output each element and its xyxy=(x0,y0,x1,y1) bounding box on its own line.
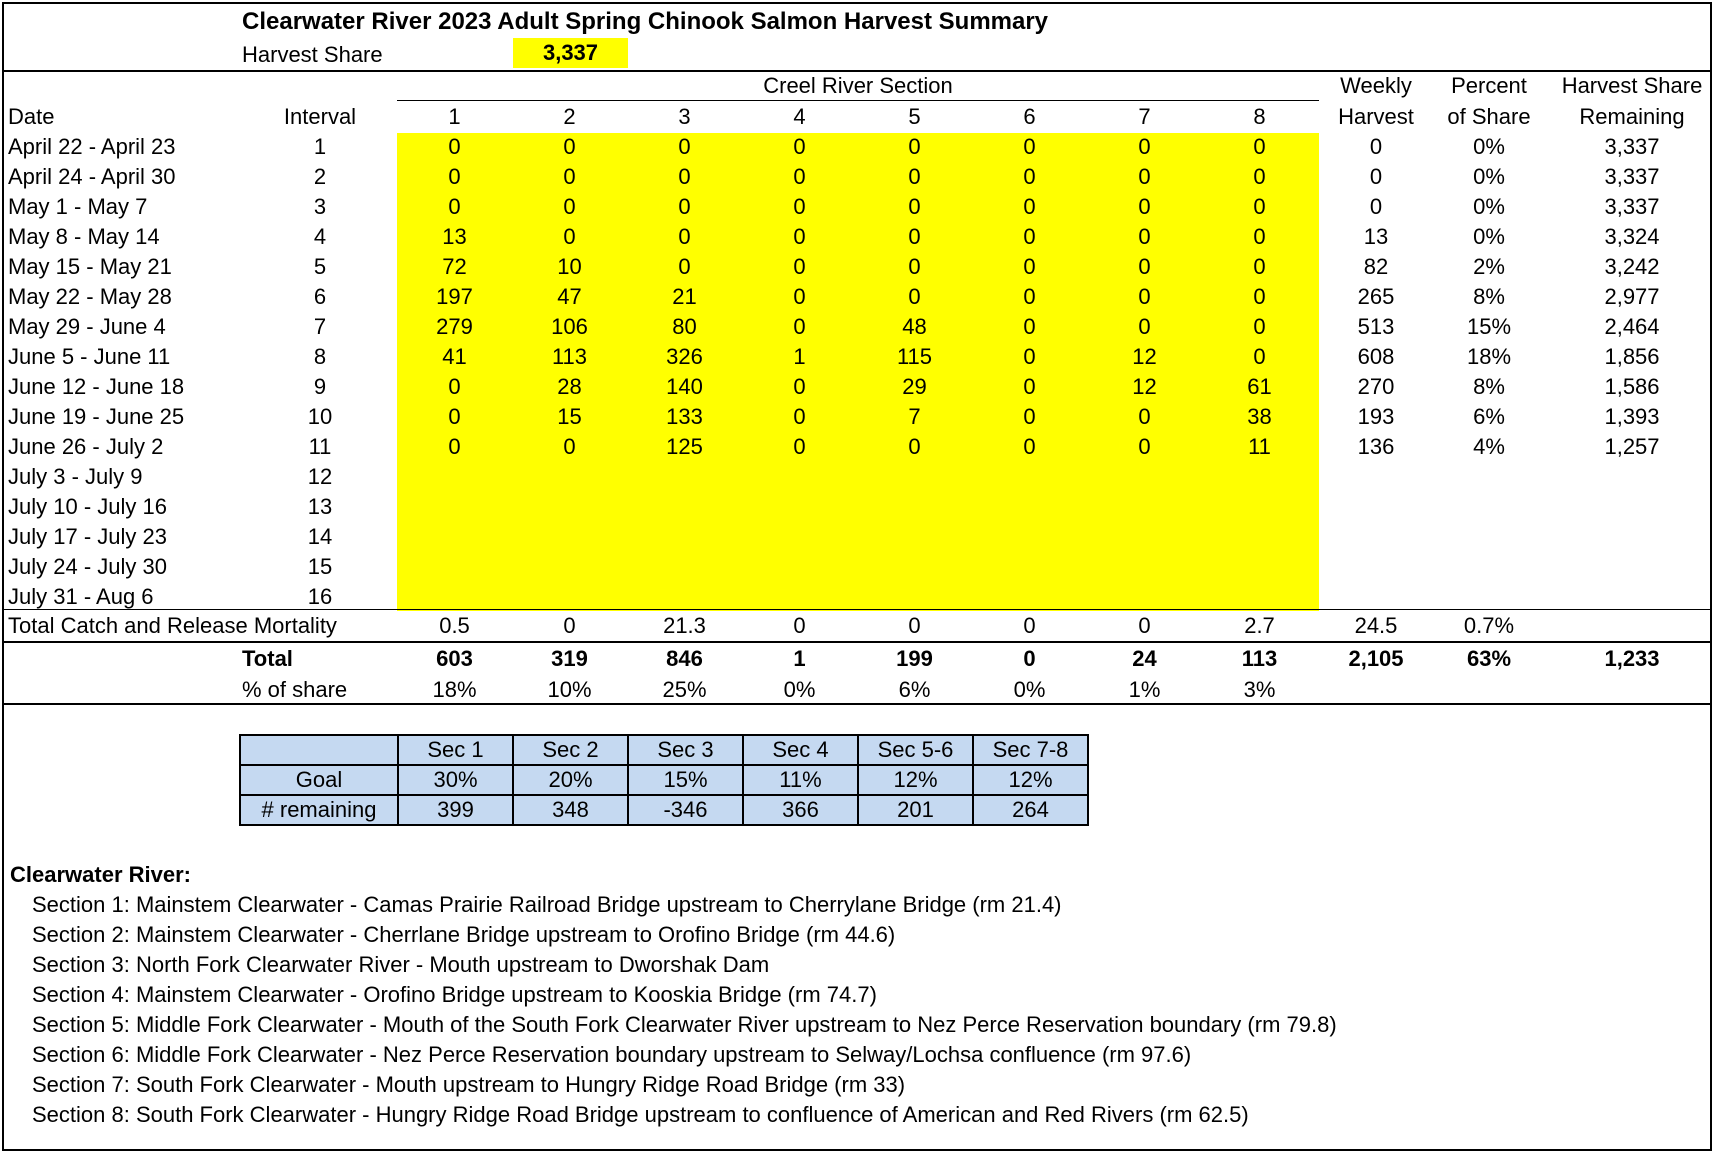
mortality-sec-5: 0 xyxy=(908,613,921,638)
section-8-cell: 0 xyxy=(1253,164,1266,189)
section-2-cell: 0 xyxy=(563,134,576,159)
date-cell: May 22 - May 28 xyxy=(8,284,172,309)
section-3-cell: 0 xyxy=(678,224,691,249)
section-1-cell: 72 xyxy=(442,254,467,279)
date-cell: June 26 - July 2 xyxy=(8,434,164,459)
mortality-label: Total Catch and Release Mortality xyxy=(8,613,337,638)
note-section-3: Section 3: North Fork Clearwater River - Mouth upstream to Dworshak Dam xyxy=(32,952,770,977)
mortality-sec-2: 0 xyxy=(563,613,576,638)
date-cell: April 24 - April 30 xyxy=(8,164,176,189)
total-row xyxy=(4,644,1710,674)
weekly-harvest-cell: 82 xyxy=(1363,254,1389,279)
interval-cell: 13 xyxy=(307,494,333,519)
creel-underline xyxy=(397,100,1319,101)
table-row xyxy=(4,162,1710,192)
section-8-cell: 38 xyxy=(1247,404,1272,429)
share-remaining-cell: 2,977 xyxy=(1604,284,1660,309)
date-cell: July 3 - July 9 xyxy=(8,464,143,489)
section-4-cell: 0 xyxy=(793,314,806,339)
section-8-cell: 0 xyxy=(1253,134,1266,159)
section-3-cell: 80 xyxy=(672,314,697,339)
section-7-cell: 0 xyxy=(1138,434,1151,459)
goal-table-header-row xyxy=(240,735,1088,765)
section-5-cell: 48 xyxy=(902,314,927,339)
goal-header-sec-3: Sec 3 xyxy=(628,735,743,765)
percent-share-cell: 4% xyxy=(1473,434,1505,459)
total-sec-4: 1 xyxy=(793,646,806,671)
section-3-cell: 140 xyxy=(666,374,703,399)
share-sec-3: 25% xyxy=(662,677,707,702)
section-6-cell: 0 xyxy=(1023,404,1036,429)
goal-sec-5-6: 12% xyxy=(858,765,973,795)
percent-share-cell: 15% xyxy=(1466,314,1512,339)
section-7-cell: 0 xyxy=(1138,284,1151,309)
mortality-divider xyxy=(4,609,1710,610)
goal-sec-4: 11% xyxy=(743,765,858,795)
share-remaining-cell: 1,257 xyxy=(1604,434,1660,459)
header-row xyxy=(4,102,1710,132)
total-weekly: 2,105 xyxy=(1348,646,1404,671)
remaining-label: # remaining xyxy=(240,795,398,825)
section-2-cell: 10 xyxy=(557,254,582,279)
interval-cell: 6 xyxy=(313,284,327,309)
percent-header-2: of Share xyxy=(1447,104,1531,129)
goal-row xyxy=(240,765,1088,795)
section-7-cell: 0 xyxy=(1138,194,1151,219)
section-2-cell: 47 xyxy=(557,284,582,309)
date-cell: April 22 - April 23 xyxy=(8,134,176,159)
interval-cell: 16 xyxy=(307,584,333,609)
section-1-cell: 41 xyxy=(442,344,467,369)
table-row xyxy=(4,402,1710,432)
table-row xyxy=(4,282,1710,312)
goal-label: Goal xyxy=(240,765,398,795)
section-4-header: 4 xyxy=(793,104,806,129)
goal-sec-7-8: 12% xyxy=(973,765,1088,795)
section-5-cell: 0 xyxy=(908,434,921,459)
section-5-cell: 0 xyxy=(908,164,921,189)
section-1-cell: 0 xyxy=(448,374,461,399)
interval-cell: 15 xyxy=(307,554,333,579)
note-section-4: Section 4: Mainstem Clearwater - Orofino Bridge upstream to Kooskia Bridge (rm 74.7) xyxy=(32,982,877,1007)
remaining-sec-7-8: 264 xyxy=(973,795,1088,825)
share-sec-1: 18% xyxy=(432,677,477,702)
section-7-cell: 0 xyxy=(1138,134,1151,159)
date-cell: May 29 - June 4 xyxy=(8,314,166,339)
mortality-sec-1: 0.5 xyxy=(439,613,470,638)
total-sec-2: 319 xyxy=(551,646,588,671)
remaining-header-2: Remaining xyxy=(1579,104,1685,129)
share-remaining-cell: 2,464 xyxy=(1604,314,1660,339)
share-remaining-cell: 1,856 xyxy=(1604,344,1660,369)
mortality-sec-8: 2.7 xyxy=(1244,613,1275,638)
total-sec-6: 0 xyxy=(1023,646,1036,671)
section-2-cell: 0 xyxy=(563,194,576,219)
interval-cell: 9 xyxy=(313,374,327,399)
table-row xyxy=(4,132,1710,162)
section-6-cell: 0 xyxy=(1023,254,1036,279)
date-cell: May 15 - May 21 xyxy=(8,254,172,279)
share-remaining-cell: 3,337 xyxy=(1604,194,1660,219)
section-3-cell: 326 xyxy=(666,344,703,369)
weekly-harvest-cell: 136 xyxy=(1357,434,1395,459)
goal-header-sec-1: Sec 1 xyxy=(398,735,513,765)
share-remaining-cell: 1,586 xyxy=(1604,374,1660,399)
remaining-sec-5-6: 201 xyxy=(858,795,973,825)
section-6-header: 6 xyxy=(1023,104,1036,129)
share-remaining-cell: 3,337 xyxy=(1604,164,1660,189)
weekly-harvest-cell: 13 xyxy=(1363,224,1389,249)
interval-cell: 5 xyxy=(313,254,327,279)
percent-share-cell: 0% xyxy=(1473,134,1505,159)
section-6-cell: 0 xyxy=(1023,134,1036,159)
section-1-cell: 13 xyxy=(442,224,467,249)
weekly-harvest-cell: 513 xyxy=(1357,314,1395,339)
section-4-cell: 0 xyxy=(793,224,806,249)
total-sec-5: 199 xyxy=(896,646,933,671)
goal-header-sec-7-8: Sec 7-8 xyxy=(973,735,1088,765)
section-4-cell: 0 xyxy=(793,374,806,399)
table-row xyxy=(4,312,1710,342)
note-section-2: Section 2: Mainstem Clearwater - Cherrlane Bridge upstream to Orofino Bridge (rm 44.6) xyxy=(32,922,896,947)
percent-share-cell: 2% xyxy=(1473,254,1505,279)
section-6-cell: 0 xyxy=(1023,284,1036,309)
interval-cell: 1 xyxy=(313,134,327,159)
date-cell: June 19 - June 25 xyxy=(8,404,185,429)
total-sec-7: 24 xyxy=(1132,646,1157,671)
section-5-cell: 0 xyxy=(908,224,921,249)
section-1-cell: 0 xyxy=(448,404,461,429)
note-section-6: Section 6: Middle Fork Clearwater - Nez Perce Reservation boundary upstream to Selway/Lochsa confluence (rm 97.6) xyxy=(32,1042,1192,1067)
section-8-cell: 0 xyxy=(1253,224,1266,249)
remaining-row xyxy=(240,795,1088,825)
table-row xyxy=(4,252,1710,282)
share-remaining-cell: 3,242 xyxy=(1604,254,1660,279)
share-sec-6: 0% xyxy=(1013,677,1046,702)
section-4-cell: 0 xyxy=(793,194,806,219)
percent-header: Percent xyxy=(1451,73,1527,98)
interval-cell: 8 xyxy=(313,344,327,369)
interval-cell: 2 xyxy=(313,164,327,189)
table-row xyxy=(4,522,1710,552)
remaining-sec-4: 366 xyxy=(743,795,858,825)
section-8-cell: 0 xyxy=(1253,254,1266,279)
section-4-cell: 0 xyxy=(793,134,806,159)
total-remaining: 1,233 xyxy=(1604,646,1660,671)
remaining-sec-3: -346 xyxy=(628,795,743,825)
notes-title: Clearwater River: xyxy=(10,862,191,887)
total-divider xyxy=(4,641,1710,643)
section-4-cell: 0 xyxy=(793,284,806,309)
creel-section-label: Creel River Section xyxy=(763,73,953,98)
section-2-cell: 0 xyxy=(563,434,576,459)
section-1-cell: 0 xyxy=(448,164,461,189)
remaining-header: Harvest Share xyxy=(1561,73,1703,98)
section-8-cell: 0 xyxy=(1253,284,1266,309)
date-cell: July 24 - July 30 xyxy=(8,554,167,579)
section-3-cell: 0 xyxy=(678,254,691,279)
percent-share-cell: 0% xyxy=(1473,224,1505,249)
interval-cell: 11 xyxy=(308,434,332,459)
section-7-cell: 0 xyxy=(1138,164,1151,189)
section-1-cell: 0 xyxy=(448,134,461,159)
goal-table-corner xyxy=(240,735,398,765)
date-cell: July 17 - July 23 xyxy=(8,524,167,549)
table-row xyxy=(4,372,1710,402)
section-2-cell: 0 xyxy=(563,164,576,189)
total-label: Total xyxy=(242,646,293,671)
mortality-sec-7: 0 xyxy=(1138,613,1151,638)
section-1-cell: 279 xyxy=(436,314,473,339)
harvest-share-label: Harvest Share xyxy=(242,42,383,67)
total-sec-3: 846 xyxy=(666,646,703,671)
mortality-weekly: 24.5 xyxy=(1354,613,1398,638)
section-2-header: 2 xyxy=(563,104,576,129)
percent-share-cell: 8% xyxy=(1473,374,1505,399)
share-sec-2: 10% xyxy=(547,677,592,702)
note-section-7: Section 7: South Fork Clearwater - Mouth upstream to Hungry Ridge Road Bridge (rm 33) xyxy=(32,1072,906,1097)
weekly-harvest-cell: 0 xyxy=(1369,194,1383,219)
interval-cell: 14 xyxy=(307,524,333,549)
weekly-harvest-cell: 265 xyxy=(1357,284,1395,309)
weekly-harvest-cell: 0 xyxy=(1369,134,1383,159)
section-5-header: 5 xyxy=(908,104,921,129)
section-7-cell: 0 xyxy=(1138,404,1151,429)
section-5-cell: 0 xyxy=(908,194,921,219)
share-remaining-cell: 1,393 xyxy=(1604,404,1660,429)
section-2-cell: 113 xyxy=(551,344,588,369)
page-title: Clearwater River 2023 Adult Spring Chinook Salmon Harvest Summary xyxy=(242,8,1049,35)
share-remaining-cell: 3,324 xyxy=(1604,224,1660,249)
share-sec-7: 1% xyxy=(1128,677,1161,702)
section-6-cell: 0 xyxy=(1023,224,1036,249)
total-sec-1: 603 xyxy=(436,646,473,671)
mortality-sec-4: 0 xyxy=(793,613,806,638)
table-row xyxy=(4,222,1710,252)
interval-cell: 12 xyxy=(307,464,333,489)
share-sec-8: 3% xyxy=(1243,677,1276,702)
spreadsheet xyxy=(2,2,1712,1151)
goal-sec-3: 15% xyxy=(628,765,743,795)
interval-cell: 10 xyxy=(307,404,333,429)
goal-sec-1: 30% xyxy=(398,765,513,795)
percent-share-cell: 0% xyxy=(1473,164,1505,189)
date-header: Date xyxy=(8,104,55,129)
date-cell: June 5 - June 11 xyxy=(8,344,171,369)
mortality-pct: 0.7% xyxy=(1463,613,1515,638)
weekly-harvest-cell: 0 xyxy=(1369,164,1383,189)
section-8-cell: 61 xyxy=(1247,374,1272,399)
section-1-header: 1 xyxy=(448,104,461,129)
goal-sec-2: 20% xyxy=(513,765,628,795)
note-section-5: Section 5: Middle Fork Clearwater - Mouth of the South Fork Clearwater River upstream to Nez Perce Reservation boundary (rm 79.8) xyxy=(32,1012,1337,1037)
section-1-cell: 197 xyxy=(436,284,473,309)
section-8-cell: 0 xyxy=(1253,194,1266,219)
percent-share-cell: 8% xyxy=(1473,284,1505,309)
total-pct: 63% xyxy=(1466,646,1512,671)
section-8-cell: 0 xyxy=(1253,344,1266,369)
section-6-cell: 0 xyxy=(1023,164,1036,189)
date-cell: July 31 - Aug 6 xyxy=(8,584,154,609)
share-remaining-cell: 3,337 xyxy=(1604,134,1660,159)
header-divider xyxy=(4,70,1710,72)
table-row xyxy=(4,582,1710,612)
section-6-cell: 0 xyxy=(1023,434,1036,459)
section-7-cell: 0 xyxy=(1138,224,1151,249)
weekly-harvest-cell: 608 xyxy=(1357,344,1395,369)
section-4-cell: 0 xyxy=(793,434,806,459)
weekly-header: Weekly xyxy=(1340,73,1412,98)
date-cell: May 1 - May 7 xyxy=(8,194,148,219)
mortality-sec-3: 21.3 xyxy=(663,613,706,638)
mortality-row xyxy=(4,611,1710,641)
weekly-header-2: Harvest xyxy=(1338,104,1414,129)
section-2-cell: 28 xyxy=(557,374,582,399)
section-5-cell: 29 xyxy=(902,374,927,399)
share-label: % of share xyxy=(242,677,348,702)
section-7-cell: 12 xyxy=(1132,344,1157,369)
section-3-cell: 0 xyxy=(678,134,691,159)
interval-cell: 4 xyxy=(313,224,327,249)
goal-header-sec-5-6: Sec 5-6 xyxy=(858,735,973,765)
section-5-cell: 0 xyxy=(908,134,921,159)
section-3-header: 3 xyxy=(678,104,691,129)
section-1-cell: 0 xyxy=(448,194,461,219)
table-row xyxy=(4,492,1710,522)
percent-share-cell: 18% xyxy=(1466,344,1512,369)
section-3-cell: 125 xyxy=(666,434,703,459)
total-sec-8: 113 xyxy=(1241,646,1278,671)
section-5-cell: 7 xyxy=(908,404,921,429)
remaining-sec-1: 399 xyxy=(398,795,513,825)
section-3-cell: 0 xyxy=(678,164,691,189)
section-3-cell: 21 xyxy=(672,284,697,309)
section-6-cell: 0 xyxy=(1023,374,1036,399)
section-7-cell: 0 xyxy=(1138,314,1151,339)
section-5-cell: 0 xyxy=(908,284,921,309)
section-2-cell: 0 xyxy=(563,224,576,249)
harvest-share-value: 3,337 xyxy=(513,38,628,68)
interval-header: Interval xyxy=(283,104,357,129)
section-7-cell: 0 xyxy=(1138,254,1151,279)
percent-share-cell: 0% xyxy=(1473,194,1505,219)
goal-header-sec-2: Sec 2 xyxy=(513,735,628,765)
section-3-cell: 133 xyxy=(666,404,703,429)
section-7-cell: 12 xyxy=(1132,374,1157,399)
goal-header-sec-4: Sec 4 xyxy=(743,735,858,765)
note-section-8: Section 8: South Fork Clearwater - Hungry Ridge Road Bridge upstream to confluence of American and Red Rivers (rm 62.5) xyxy=(32,1102,1249,1127)
section-4-cell: 0 xyxy=(793,164,806,189)
section-6-cell: 0 xyxy=(1023,194,1036,219)
section-5-cell: 0 xyxy=(908,254,921,279)
section-3-cell: 0 xyxy=(678,194,691,219)
date-cell: May 8 - May 14 xyxy=(8,224,160,249)
section-2-cell: 106 xyxy=(551,314,588,339)
date-cell: July 10 - July 16 xyxy=(8,494,167,519)
section-4-cell: 0 xyxy=(793,404,806,429)
share-sec-4: 0% xyxy=(783,677,816,702)
percent-share-cell: 6% xyxy=(1473,404,1505,429)
weekly-harvest-cell: 193 xyxy=(1357,404,1395,429)
interval-cell: 7 xyxy=(313,314,327,339)
table-row xyxy=(4,432,1710,462)
remaining-sec-2: 348 xyxy=(513,795,628,825)
section-8-cell: 0 xyxy=(1253,314,1266,339)
share-row xyxy=(4,675,1710,705)
section-2-cell: 15 xyxy=(557,404,582,429)
date-cell: June 12 - June 18 xyxy=(8,374,185,399)
section-5-cell: 115 xyxy=(896,344,933,369)
section-7-header: 7 xyxy=(1138,104,1151,129)
table-row xyxy=(4,342,1710,372)
goal-table xyxy=(239,734,1089,826)
section-6-cell: 0 xyxy=(1023,344,1036,369)
section-6-cell: 0 xyxy=(1023,314,1036,339)
section-1-cell: 0 xyxy=(448,434,461,459)
footer-divider xyxy=(4,703,1710,705)
section-4-cell: 1 xyxy=(793,344,806,369)
section-4-cell: 0 xyxy=(793,254,806,279)
note-section-1: Section 1: Mainstem Clearwater - Camas Prairie Railroad Bridge upstream to Cherrylane Bridge (rm 21.4) xyxy=(32,892,1062,917)
share-sec-5: 6% xyxy=(898,677,931,702)
table-row xyxy=(4,552,1710,582)
section-8-header: 8 xyxy=(1253,104,1266,129)
table-row xyxy=(4,192,1710,222)
mortality-sec-6: 0 xyxy=(1023,613,1036,638)
weekly-harvest-cell: 270 xyxy=(1357,374,1395,399)
interval-cell: 3 xyxy=(313,194,327,219)
section-8-cell: 11 xyxy=(1248,434,1271,459)
table-row xyxy=(4,462,1710,492)
